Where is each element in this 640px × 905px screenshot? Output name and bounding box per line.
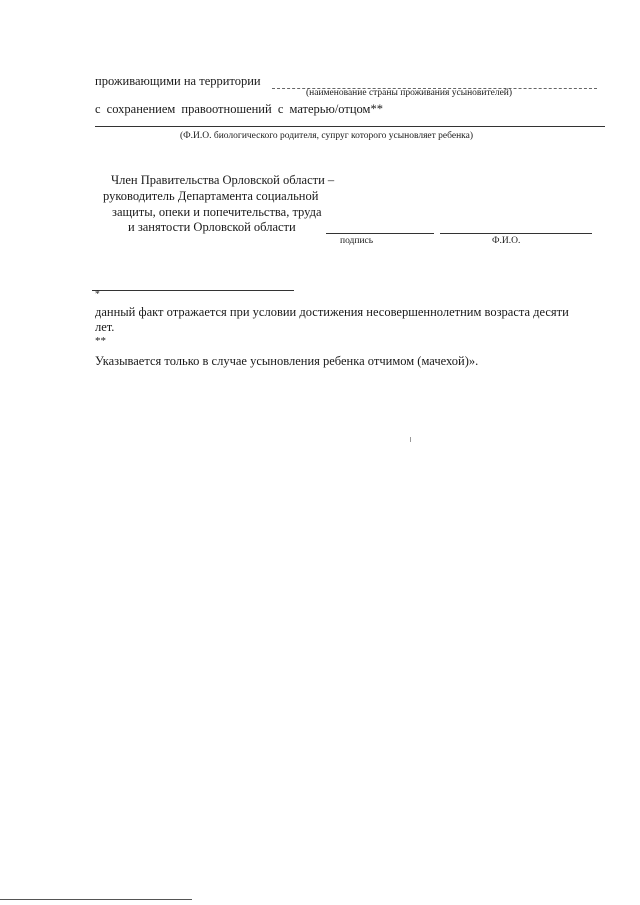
- footnote-separator: [92, 290, 294, 291]
- residence-country-caption: (наименование страны проживания усыновителей): [306, 88, 513, 98]
- footnote-mark-1: *: [95, 290, 100, 300]
- footnote-mark-2: **: [95, 335, 106, 347]
- scan-bottom-edge-line: [0, 899, 192, 900]
- biological-parent-caption: (Ф.И.О. биологического родителя, супруг которого усыновляет ребенка): [180, 131, 474, 141]
- footnote-1-line-2: лет.: [95, 320, 115, 334]
- footnote-1-line-1: данный факт отражается при условии достижения несовершеннолетним возраста десяти: [95, 305, 569, 319]
- residence-label: проживающими на территории: [95, 74, 261, 88]
- signatory-title-line-3: защиты, опеки и попечительства, труда: [112, 205, 322, 219]
- scan-speck: [410, 437, 411, 442]
- full-name-field: [440, 233, 592, 234]
- signatory-title-line-1: Член Правительства Орловской области –: [111, 173, 335, 187]
- full-name-caption: Ф.И.О.: [492, 236, 521, 246]
- biological-parent-field: [95, 126, 605, 127]
- legal-relations-text: с сохранением правоотношений с матерью/отцом**: [95, 102, 383, 116]
- signatory-title-line-2: руководитель Департамента социальной: [103, 189, 319, 203]
- footnote-2-text: Указывается только в случае усыновления ребенка отчимом (мачехой)».: [95, 354, 479, 368]
- signatory-title-line-4: и занятости Орловской области: [128, 220, 296, 234]
- signature-caption: подпись: [340, 236, 374, 246]
- signature-field: [326, 233, 434, 234]
